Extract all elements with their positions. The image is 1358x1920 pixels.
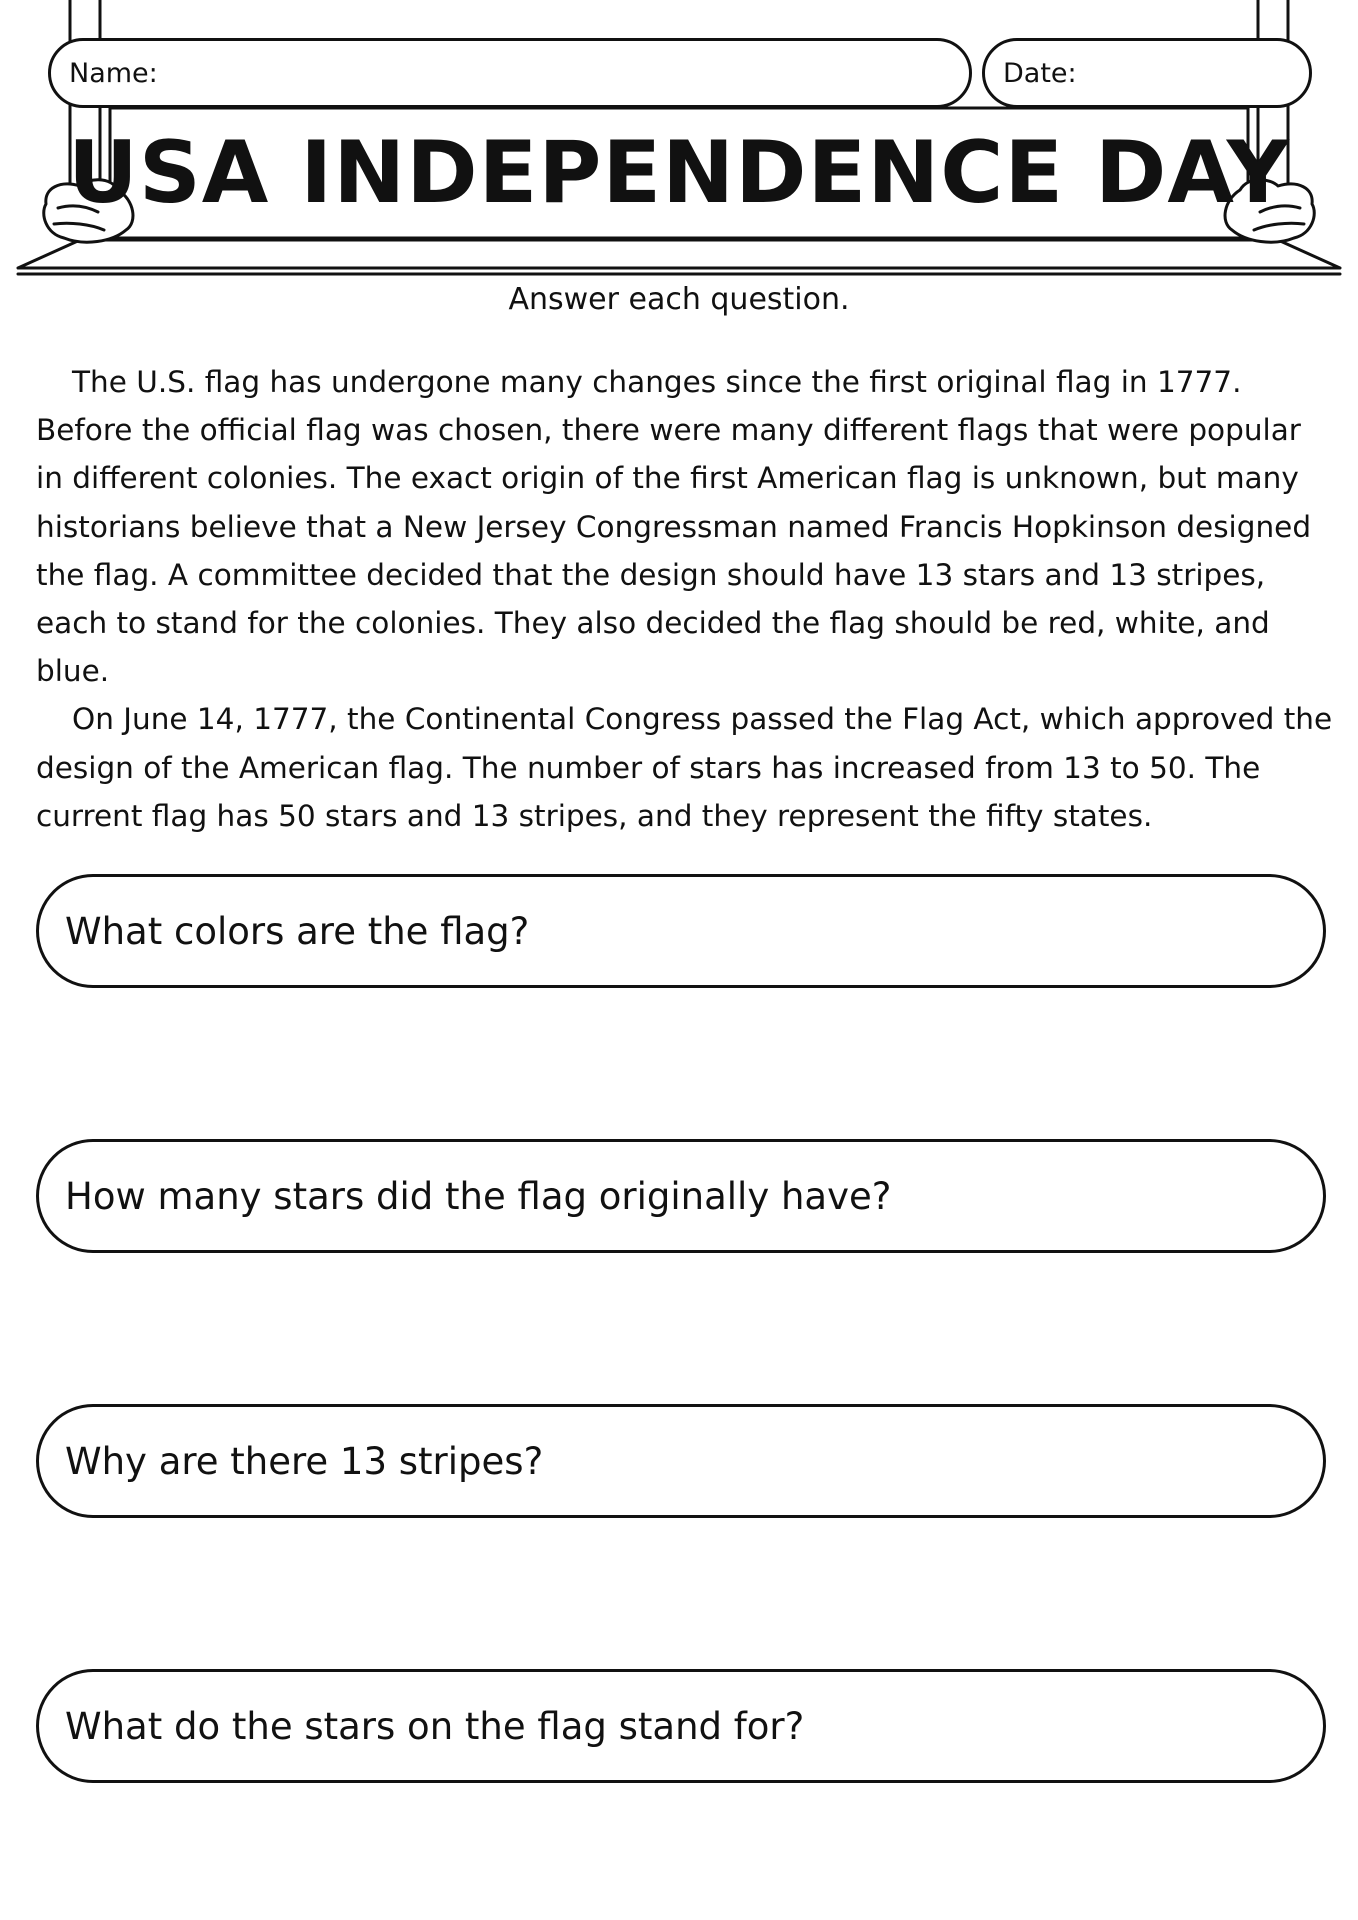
question-text: Why are there 13 stripes? <box>65 1439 544 1483</box>
question-text: What do the stars on the flag stand for? <box>65 1704 805 1748</box>
date-label: Date: <box>1003 57 1077 89</box>
question-box-1[interactable] <box>36 874 1326 988</box>
question-box-4[interactable] <box>36 1669 1326 1783</box>
reading-passage <box>36 358 1336 840</box>
passage-paragraph: On June 14, 1777, the Continental Congress passed the Flag Act, which approved the design of the American flag. The number of stars has increased from 13 to 50. The current flag has 50 stars and 13 stripes, and they represent the fifty states. <box>36 702 1333 833</box>
date-field[interactable] <box>982 38 1312 108</box>
name-label: Name: <box>69 57 158 89</box>
passage-paragraph: The U.S. flag has undergone many changes since the first original flag in 1777. Before the official flag was chosen, there were many different flags that were popular in different colonies. The exact origin of the first American flag is unknown, but many historians believe that a New Jersey Congressman named Francis Hopkinson designed the flag. A committee decided that the design should have 13 stars and 13 stripes, each to stand for the colonies. They also decided the flag should be red, white, and blue. <box>36 365 1312 689</box>
question-box-3[interactable] <box>36 1404 1326 1518</box>
question-box-2[interactable] <box>36 1139 1326 1253</box>
banner-base <box>18 240 1340 274</box>
page-title: USA INDEPENDENCE DAY <box>67 123 1291 223</box>
name-field[interactable] <box>48 38 972 108</box>
question-text: What colors are the flag? <box>65 909 530 953</box>
question-text: How many stars did the flag originally have? <box>65 1174 892 1218</box>
instruction-text: Answer each question. <box>508 282 850 317</box>
